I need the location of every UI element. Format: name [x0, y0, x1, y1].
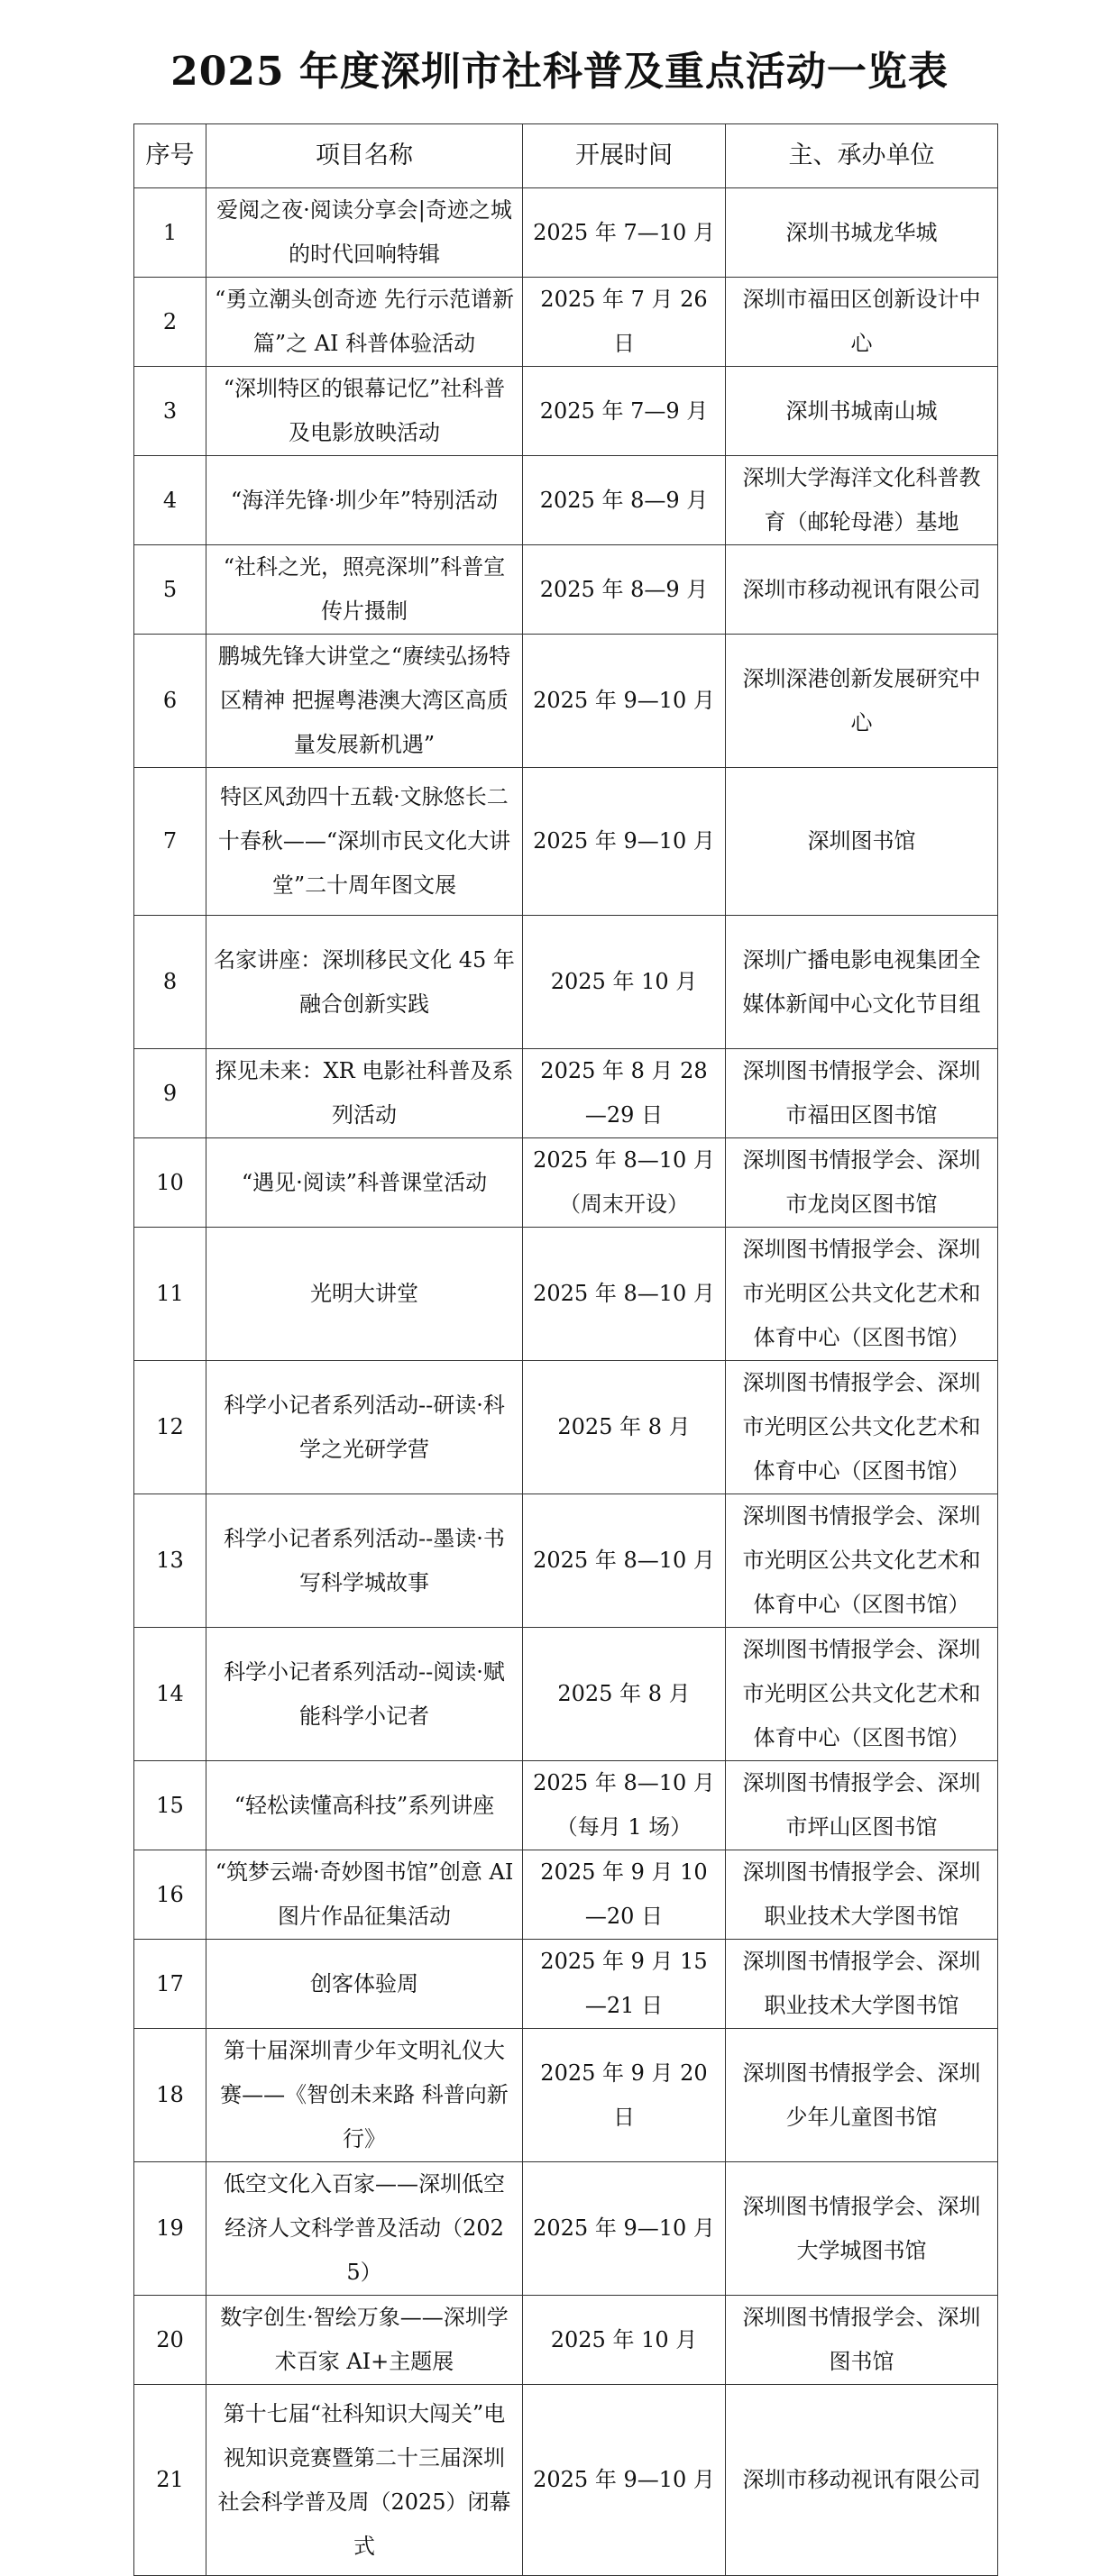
table-row [134, 635, 998, 768]
header-unit: 主、承办单位 [726, 124, 998, 188]
cell-no: 3 [134, 367, 206, 456]
cell-name: 爱阅之夜·阅读分享会|奇迹之城的时代回响特辑 [206, 188, 523, 278]
cell-unit: 深圳图书馆 [726, 768, 998, 916]
page-title: 2025 年度深圳市社科普及重点活动一览表 [170, 49, 949, 95]
cell-no: 12 [134, 1361, 206, 1494]
cell-unit: 深圳图书情报学会、深圳职业技术大学图书馆 [726, 1940, 998, 2029]
cell-time: 2025 年 9—10 月 [523, 768, 726, 916]
table-row [134, 545, 998, 635]
cell-unit: 深圳市移动视讯有限公司 [726, 2385, 998, 2576]
cell-name: 科学小记者系列活动--阅读·赋能科学小记者 [206, 1628, 523, 1761]
header-time: 开展时间 [523, 124, 726, 188]
cell-name: “遇见·阅读”科普课堂活动 [206, 1138, 523, 1228]
header-name: 项目名称 [206, 124, 523, 188]
cell-unit: 深圳书城南山城 [726, 367, 998, 456]
table-row [134, 2385, 998, 2576]
table-row [134, 456, 998, 545]
table-row [134, 2296, 998, 2385]
cell-time: 2025 年 9—10 月 [523, 2162, 726, 2296]
cell-unit: 深圳图书情报学会、深圳市光明区公共文化艺术和体育中心（区图书馆） [726, 1228, 998, 1361]
cell-time: 2025 年 10 月 [523, 916, 726, 1049]
cell-time: 2025 年 9 月 20 日 [523, 2029, 726, 2162]
cell-unit: 深圳深港创新发展研究中心 [726, 635, 998, 768]
table-body [134, 188, 998, 2576]
cell-no: 8 [134, 916, 206, 1049]
table-row [134, 367, 998, 456]
cell-unit: 深圳图书情报学会、深圳市福田区图书馆 [726, 1049, 998, 1138]
table-row [134, 1361, 998, 1494]
cell-unit: 深圳书城龙华城 [726, 188, 998, 278]
cell-time: 2025 年 9—10 月 [523, 2385, 726, 2576]
cell-unit: 深圳市移动视讯有限公司 [726, 545, 998, 635]
header-no: 序号 [134, 124, 206, 188]
cell-time: 2025 年 8—10 月 [523, 1228, 726, 1361]
cell-name: “筑梦云端·奇妙图书馆”创意 AI 图片作品征集活动 [206, 1850, 523, 1940]
cell-no: 14 [134, 1628, 206, 1761]
cell-time: 2025 年 7—9 月 [523, 367, 726, 456]
table-row [134, 2029, 998, 2162]
cell-name: 鹏城先锋大讲堂之“赓续弘扬特区精神 把握粤港澳大湾区高质量发展新机遇” [206, 635, 523, 768]
cell-no: 5 [134, 545, 206, 635]
cell-name: “社科之光，照亮深圳”科普宣传片摄制 [206, 545, 523, 635]
cell-no: 1 [134, 188, 206, 278]
cell-name: 探见未来：XR 电影社科普及系列活动 [206, 1049, 523, 1138]
cell-unit: 深圳图书情报学会、深圳市龙岗区图书馆 [726, 1138, 998, 1228]
cell-name: “轻松读懂高科技”系列讲座 [206, 1761, 523, 1850]
table-header-row [134, 124, 998, 188]
cell-unit: 深圳市福田区创新设计中心 [726, 278, 998, 367]
table-row [134, 2162, 998, 2296]
cell-no: 15 [134, 1761, 206, 1850]
cell-name: “深圳特区的银幕记忆”社科普及电影放映活动 [206, 367, 523, 456]
cell-name: 科学小记者系列活动--研读·科学之光研学营 [206, 1361, 523, 1494]
table-row [134, 1761, 998, 1850]
cell-name: 数字创生·智绘万象——深圳学术百家 AI+主题展 [206, 2296, 523, 2385]
cell-time: 2025 年 9 月 10—20 日 [523, 1850, 726, 1940]
cell-time: 2025 年 8—10 月（每月 1 场） [523, 1761, 726, 1850]
table-row [134, 1940, 998, 2029]
table-row [134, 1138, 998, 1228]
activity-table [133, 123, 998, 2576]
cell-unit: 深圳图书情报学会、深圳大学城图书馆 [726, 2162, 998, 2296]
cell-name: 第十届深圳青少年文明礼仪大赛——《智创未来路 科普向新行》 [206, 2029, 523, 2162]
cell-time: 2025 年 7 月 26 日 [523, 278, 726, 367]
cell-no: 6 [134, 635, 206, 768]
cell-time: 2025 年 8 月 [523, 1628, 726, 1761]
cell-unit: 深圳广播电影电视集团全媒体新闻中心文化节目组 [726, 916, 998, 1049]
table-row [134, 916, 998, 1049]
cell-name: 特区风劲四十五载·文脉悠长二十春秋——“深圳市民文化大讲堂”二十周年图文展 [206, 768, 523, 916]
cell-unit: 深圳图书情报学会、深圳市光明区公共文化艺术和体育中心（区图书馆） [726, 1494, 998, 1628]
cell-time: 2025 年 8 月 [523, 1361, 726, 1494]
cell-no: 2 [134, 278, 206, 367]
cell-unit: 深圳图书情报学会、深圳市光明区公共文化艺术和体育中心（区图书馆） [726, 1628, 998, 1761]
table-row [134, 1628, 998, 1761]
cell-time: 2025 年 9 月 15—21 日 [523, 1940, 726, 2029]
table-row [134, 1228, 998, 1361]
cell-unit: 深圳图书情报学会、深圳市坪山区图书馆 [726, 1761, 998, 1850]
cell-no: 19 [134, 2162, 206, 2296]
cell-no: 18 [134, 2029, 206, 2162]
table-row [134, 188, 998, 278]
cell-name: 低空文化入百家——深圳低空经济人文科学普及活动（2025） [206, 2162, 523, 2296]
cell-unit: 深圳图书情报学会、深圳职业技术大学图书馆 [726, 1850, 998, 1940]
cell-time: 2025 年 8—9 月 [523, 456, 726, 545]
cell-no: 21 [134, 2385, 206, 2576]
cell-name: “勇立潮头创奇迹 先行示范谱新篇”之 AI 科普体验活动 [206, 278, 523, 367]
cell-time: 2025 年 9—10 月 [523, 635, 726, 768]
cell-no: 20 [134, 2296, 206, 2385]
cell-time: 2025 年 10 月 [523, 2296, 726, 2385]
cell-no: 4 [134, 456, 206, 545]
cell-time: 2025 年 8—10 月（周末开设） [523, 1138, 726, 1228]
cell-name: “海洋先锋·圳少年”特别活动 [206, 456, 523, 545]
cell-no: 13 [134, 1494, 206, 1628]
cell-time: 2025 年 8—10 月 [523, 1494, 726, 1628]
table-row [134, 1494, 998, 1628]
table-row [134, 1850, 998, 1940]
cell-name: 光明大讲堂 [206, 1228, 523, 1361]
table-row [134, 1049, 998, 1138]
cell-unit: 深圳图书情报学会、深圳图书馆 [726, 2296, 998, 2385]
cell-no: 11 [134, 1228, 206, 1361]
cell-name: 创客体验周 [206, 1940, 523, 2029]
table-row [134, 768, 998, 916]
cell-name: 第十七届“社科知识大闯关”电视知识竞赛暨第二十三届深圳社会科学普及周（2025）闭幕式 [206, 2385, 523, 2576]
cell-no: 16 [134, 1850, 206, 1940]
cell-no: 7 [134, 768, 206, 916]
cell-time: 2025 年 7—10 月 [523, 188, 726, 278]
cell-name: 名家讲座：深圳移民文化 45 年融合创新实践 [206, 916, 523, 1049]
cell-unit: 深圳图书情报学会、深圳少年儿童图书馆 [726, 2029, 998, 2162]
cell-no: 9 [134, 1049, 206, 1138]
cell-unit: 深圳大学海洋文化科普教育（邮轮母港）基地 [726, 456, 998, 545]
cell-time: 2025 年 8—9 月 [523, 545, 726, 635]
cell-no: 10 [134, 1138, 206, 1228]
cell-no: 17 [134, 1940, 206, 2029]
table-row [134, 278, 998, 367]
cell-unit: 深圳图书情报学会、深圳市光明区公共文化艺术和体育中心（区图书馆） [726, 1361, 998, 1494]
cell-name: 科学小记者系列活动--墨读·书写科学城故事 [206, 1494, 523, 1628]
cell-time: 2025 年 8 月 28—29 日 [523, 1049, 726, 1138]
